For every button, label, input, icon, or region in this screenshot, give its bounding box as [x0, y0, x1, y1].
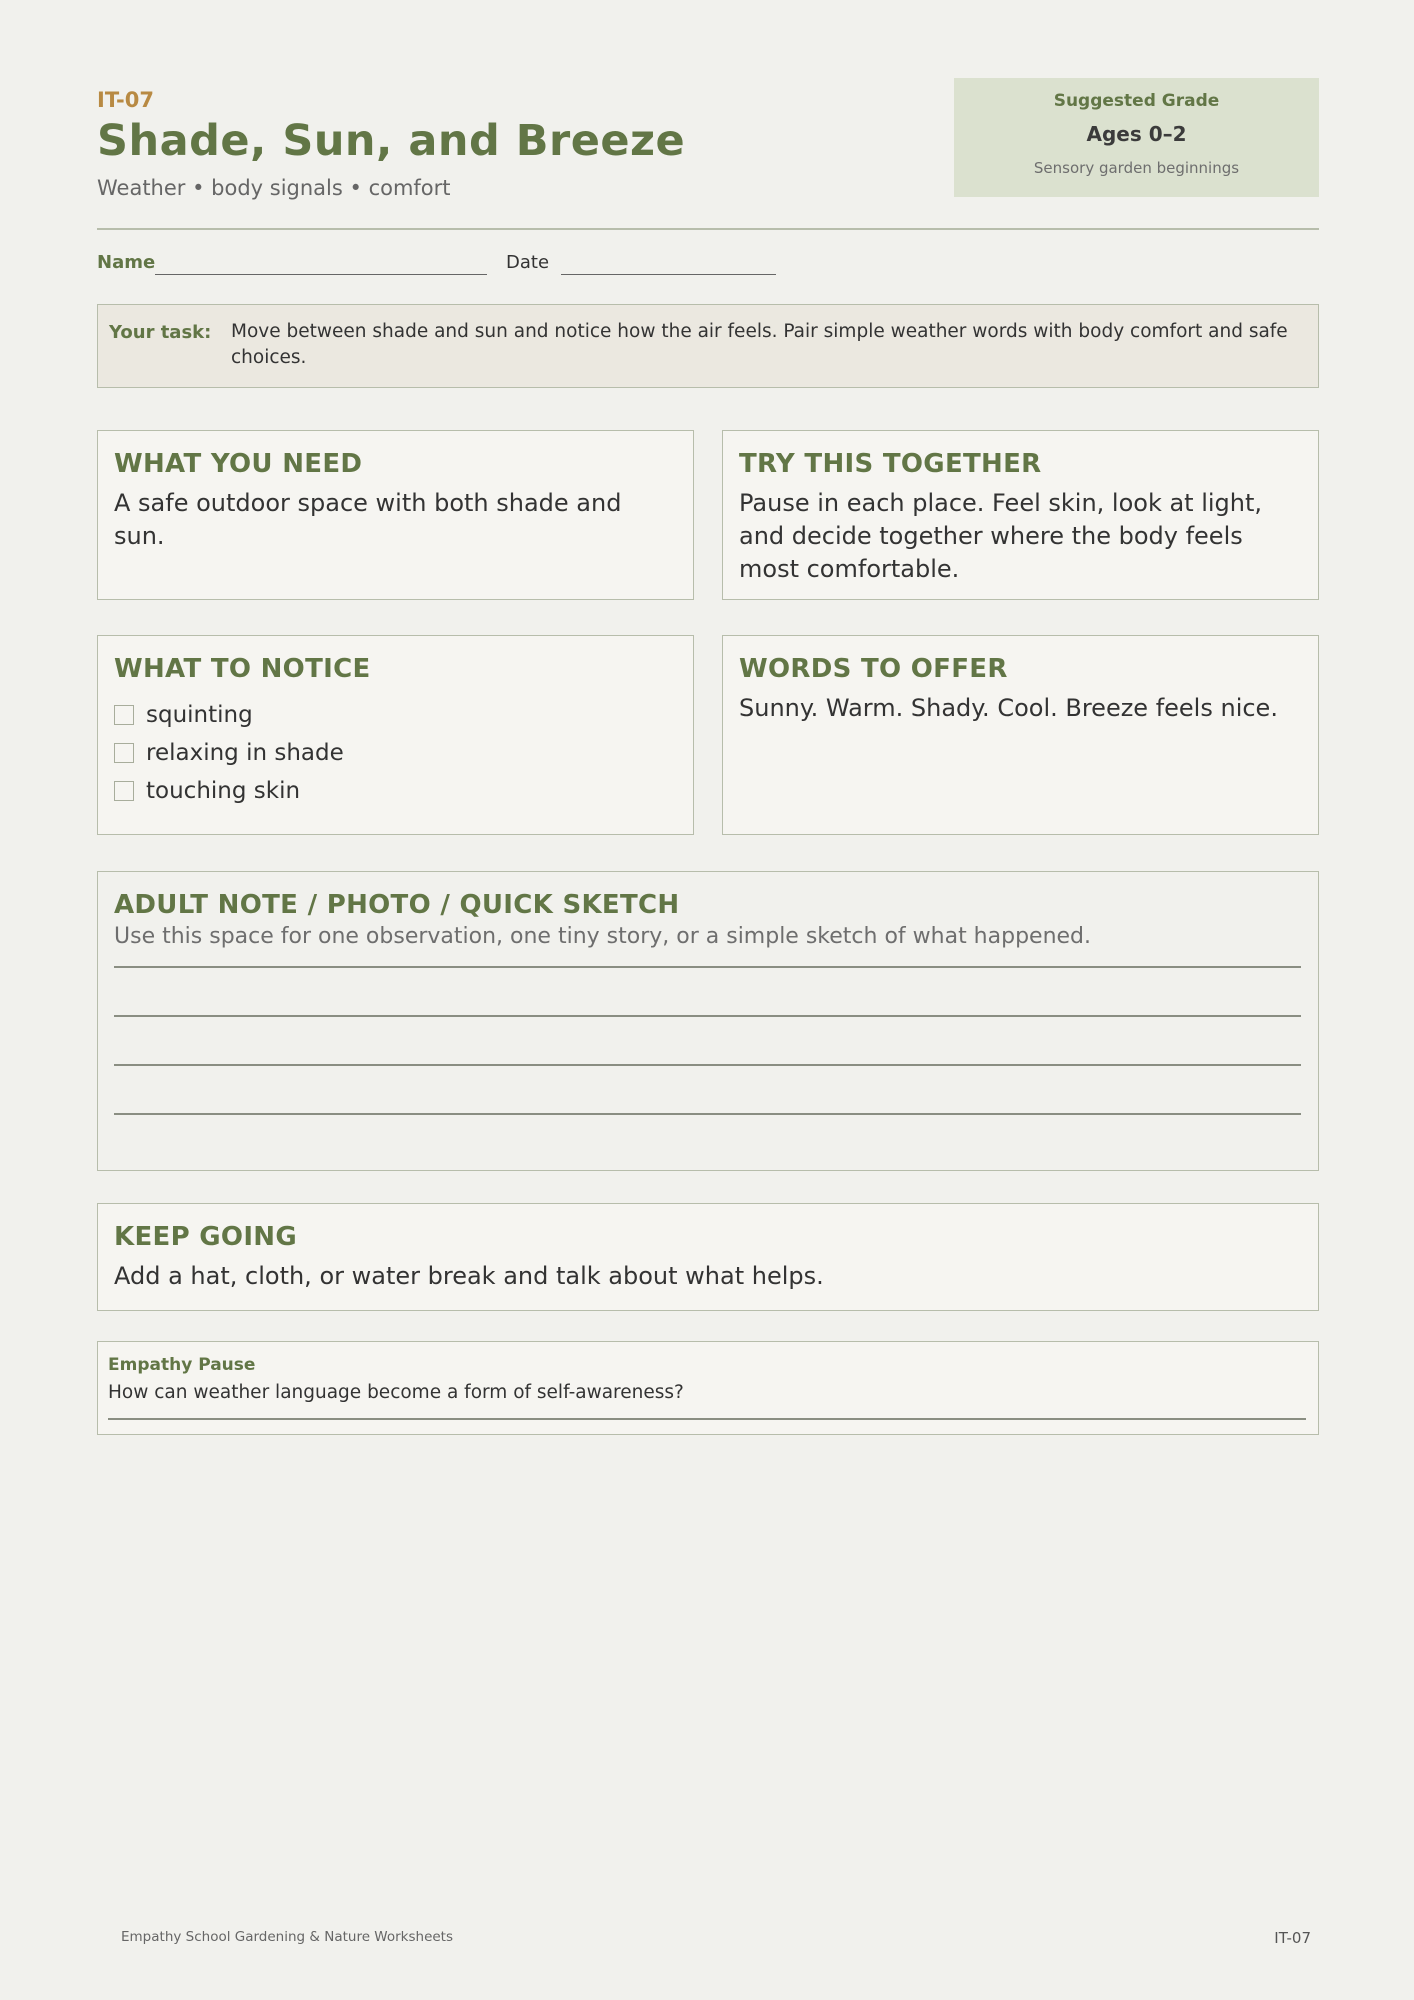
what-you-need-card — [97, 430, 694, 600]
keep-going-card — [97, 1203, 1319, 1311]
page-title: Shade, Sun, and Breeze — [97, 116, 686, 166]
answer-line[interactable] — [108, 1418, 1306, 1420]
writing-line[interactable] — [114, 1015, 1301, 1017]
adult-note-box — [97, 871, 1319, 1171]
name-label: Name — [97, 252, 156, 273]
what-to-notice-card — [97, 635, 694, 835]
writing-line[interactable] — [114, 1113, 1301, 1115]
checklist-label: touching skin — [146, 778, 301, 804]
footer-code: IT-07 — [1274, 1929, 1311, 1947]
empathy-label: Empathy Pause — [108, 1355, 256, 1375]
notice-checklist — [114, 696, 344, 810]
card-heading: WORDS TO OFFER — [739, 654, 1008, 684]
date-field[interactable] — [561, 274, 776, 275]
checklist-label: squinting — [146, 702, 253, 728]
card-body: Pause in each place. Feel skin, look at light, and decide together where the body feels most comfortable. — [739, 489, 1263, 583]
suggested-grade-box — [954, 78, 1319, 197]
header-divider — [97, 228, 1319, 230]
worksheet-code: IT-07 — [97, 88, 154, 112]
date-label: Date — [506, 252, 550, 273]
grade-label: Suggested Grade — [1053, 91, 1220, 111]
checklist-item — [114, 696, 344, 734]
grade-note: Sensory garden beginnings — [1033, 159, 1240, 177]
page-subtitle: Weather • body signals • comfort — [97, 176, 451, 200]
task-box — [97, 304, 1319, 388]
task-label: Your task: — [109, 322, 212, 343]
writing-line[interactable] — [114, 1064, 1301, 1066]
card-heading: TRY THIS TOGETHER — [739, 449, 1042, 479]
footer-series: Empathy School Gardening & Nature Worksheets — [121, 1929, 454, 1945]
checkbox[interactable] — [114, 781, 134, 801]
card-body: A safe outdoor space with both shade and sun. — [114, 489, 622, 550]
note-hint: Use this space for one observation, one tiny story, or a simple sketch of what happened. — [114, 924, 1092, 949]
card-body: Add a hat, cloth, or water break and talk about what helps. — [114, 1262, 824, 1290]
empathy-question: How can weather language become a form of self-awareness? — [108, 1382, 684, 1403]
empathy-pause-box — [97, 1341, 1319, 1435]
card-heading: ADULT NOTE / PHOTO / QUICK SKETCH — [114, 890, 680, 920]
card-heading: WHAT TO NOTICE — [114, 654, 371, 684]
task-text: Move between shade and sun and notice how the air feels. Pair simple weather words with body comfort and safe choices. — [231, 321, 1288, 368]
checkbox[interactable] — [114, 705, 134, 725]
checklist-item — [114, 772, 344, 810]
try-this-together-card — [722, 430, 1319, 600]
grade-value: Ages 0–2 — [1086, 122, 1187, 146]
checklist-item — [114, 734, 344, 772]
writing-line[interactable] — [114, 966, 1301, 968]
worksheet-page — [97, 0, 1319, 2000]
card-heading: KEEP GOING — [114, 1222, 297, 1252]
words-to-offer-card — [722, 635, 1319, 835]
card-heading: WHAT YOU NEED — [114, 449, 363, 479]
name-field[interactable] — [155, 274, 487, 275]
checklist-label: relaxing in shade — [146, 740, 344, 766]
checkbox[interactable] — [114, 743, 134, 763]
card-body: Sunny. Warm. Shady. Cool. Breeze feels nice. — [739, 694, 1278, 722]
